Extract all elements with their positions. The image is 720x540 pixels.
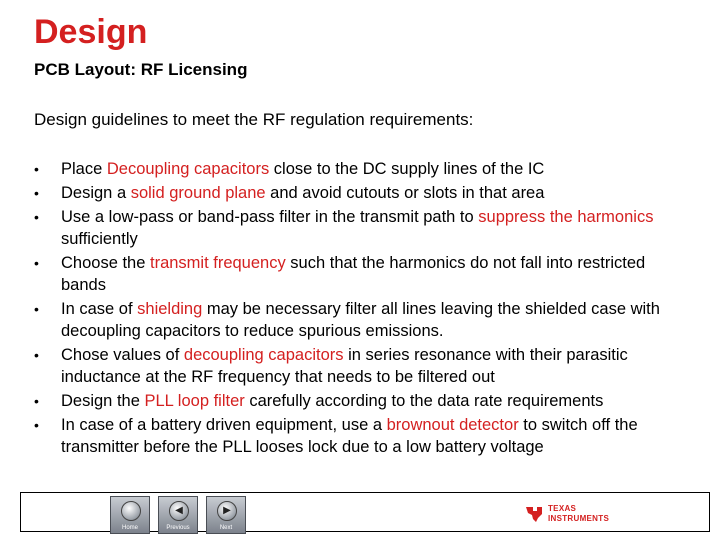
bullet-text: in series resonance with their parasitic inductance at the RF frequency that needs to be filtered out <box>61 346 628 386</box>
ti-logo-text <box>548 504 609 524</box>
list-item <box>34 252 694 296</box>
bullet-highlight: suppress the harmonics <box>478 208 654 226</box>
ti-logo-line2: INSTRUMENTS <box>548 514 610 523</box>
previous-button-label: Previous <box>166 525 190 531</box>
bullet-text: In case of a battery driven equipment, use a <box>61 416 387 434</box>
bullet-dot: • <box>34 161 39 177</box>
bullet-text: such that the harmonics do not fall into restricted bands <box>61 254 646 294</box>
bullet-text: Design a <box>61 184 131 202</box>
bullet-text: sufficiently <box>61 230 138 248</box>
list-item <box>34 206 694 250</box>
bullet-dot: • <box>34 347 39 363</box>
bullet-dot: • <box>34 393 39 409</box>
bullet-text: Choose the <box>61 254 150 272</box>
slide-title: Design <box>34 13 148 51</box>
bullet-highlight: solid ground plane <box>130 184 266 202</box>
bullet-text: Use a low-pass or band-pass filter in the transmit path to <box>61 208 479 226</box>
bullet-dot: • <box>34 301 39 317</box>
bullet-highlight: shielding <box>137 300 203 318</box>
bullet-text: and avoid cutouts or slots in that area <box>265 184 545 202</box>
list-item <box>34 344 694 388</box>
list-item <box>34 414 694 458</box>
bullet-text: may be necessary filter all lines leaving the shielded case with decoupling capacitors to reduce spurious emissions. <box>61 300 660 340</box>
bullet-text: carefully according to the data rate requirements <box>244 392 604 410</box>
bullet-highlight: PLL loop filter <box>144 392 245 410</box>
home-icon <box>121 501 141 521</box>
bullet-highlight: brownout detector <box>386 416 519 434</box>
next-button[interactable] <box>206 496 246 534</box>
bullet-text: Place <box>61 160 107 178</box>
previous-button[interactable] <box>158 496 198 534</box>
bullet-text: to switch off the transmitter before the PLL looses lock due to a low battery voltage <box>61 416 638 456</box>
bullet-dot: • <box>34 417 39 433</box>
next-button-label: Next <box>219 525 233 531</box>
arrow-right-glyph: ▶ <box>223 505 231 516</box>
bullet-highlight: Decoupling capacitors <box>106 160 270 178</box>
guideline-list <box>34 158 694 460</box>
home-button[interactable] <box>110 496 150 534</box>
bullet-highlight: transmit frequency <box>149 254 286 272</box>
bullet-text: Design the <box>61 392 145 410</box>
bullet-dot: • <box>34 185 39 201</box>
bullet-dot: • <box>34 255 39 271</box>
list-item <box>34 390 694 412</box>
bullet-text: Chose values of <box>61 346 184 364</box>
list-item <box>34 182 694 204</box>
bullet-dot: • <box>34 209 39 225</box>
list-item <box>34 158 694 180</box>
slide-subtitle: PCB Layout: RF Licensing <box>34 60 248 79</box>
texas-instruments-logo <box>524 502 624 528</box>
bullet-text: In case of <box>61 300 138 318</box>
home-button-label: Home <box>121 525 138 531</box>
list-item <box>34 298 694 342</box>
arrow-left-glyph: ◀ <box>175 505 183 516</box>
intro-text: Design guidelines to meet the RF regulation requirements: <box>34 110 474 129</box>
bullet-highlight: decoupling capacitors <box>183 346 344 364</box>
ti-state-icon <box>524 504 544 524</box>
bullet-text: close to the DC supply lines of the IC <box>269 160 545 178</box>
ti-logo-line1: TEXAS <box>548 504 577 513</box>
